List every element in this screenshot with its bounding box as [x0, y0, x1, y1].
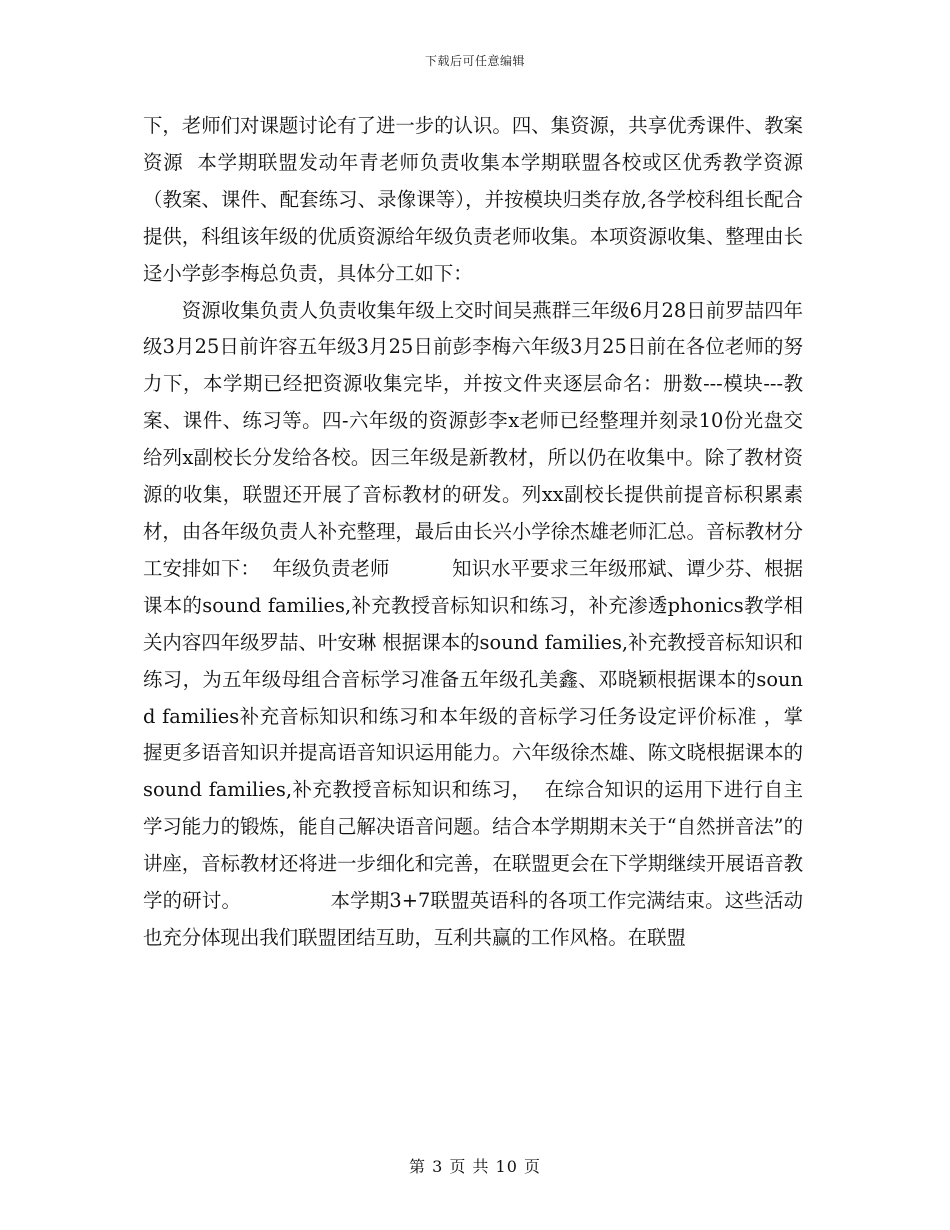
- body-paragraph: 资源收集负责人负责收集年级上交时间吴燕群三年级6月28日前罗喆四年级3月25日前许容五年级3月25日前彭李梅六年级3月25日前在各位老师的努力下，本学期已经把资源收集完毕，并按文件夹逐层命名：册数---模块---教案、课件、练习等。四-六年级的资源彭李x老师已经整理并刻录10份光盘交给列x副校长分发给各校。因三年级是新教材，所以仍在收集中。除了教材资源的收集，联盟还开展了音标教材的研发。列xx副校长提供前提音标积累素材，由各年级负责人补充整理，最后由长兴小学徐杰雄老师汇总。音标教材分工安排如下： 年级负责老师 知识水平要求三年级邢斌、谭少芬、根据课本的sound families,补充教授音标知识和练习，补充渗透phonics教学相关内容四年级罗喆、叶安琳 根据课本的sound families,补充教授音标知识和练习，为五年级母组合音标学习准备五年级孔美鑫、邓晓颖根据课本的sound families补充音标知识和练习和本年级的音标学习任务设定评价标准 ，掌握更多语音知识并提高语音知识运用能力。六年级徐杰雄、陈文晓根据课本的sound families,补充教授音标知识和练习， 在综合知识的运用下进行自主学习能力的锻炼，能自己解决语音问题。结合本学期期末关于“自然拼音法”的讲座，音标教材还将进一步细化和完善，在联盟更会在下学期继续开展语音教学的研讨。 本学期3+7联盟英语科的各项工作完满结束。这些活动也充分体现出我们联盟团结互助，互利共赢的工作风格。在联盟: [143, 298, 803, 949]
- page-header: 下载后可任意编辑: [424, 54, 525, 68]
- body-paragraph: 下，老师们对课题讨论有了进一步的认识。四、集资源，共享优秀课件、教案资源 本学期联盟发动年青老师负责收集本学期联盟各校或区优秀教学资源（教案、课件、配套练习、录像课等），并按模块归类存放,各学校科组长配合提供，科组该年级的优质资源给年级负责老师收集。本项资源收集、整理由长迳小学彭李梅总负责，具体分工如下：: [143, 114, 803, 285]
- document-body: [143, 108, 803, 957]
- page-number-footer: 第 3 页 共 10 页: [409, 1157, 541, 1176]
